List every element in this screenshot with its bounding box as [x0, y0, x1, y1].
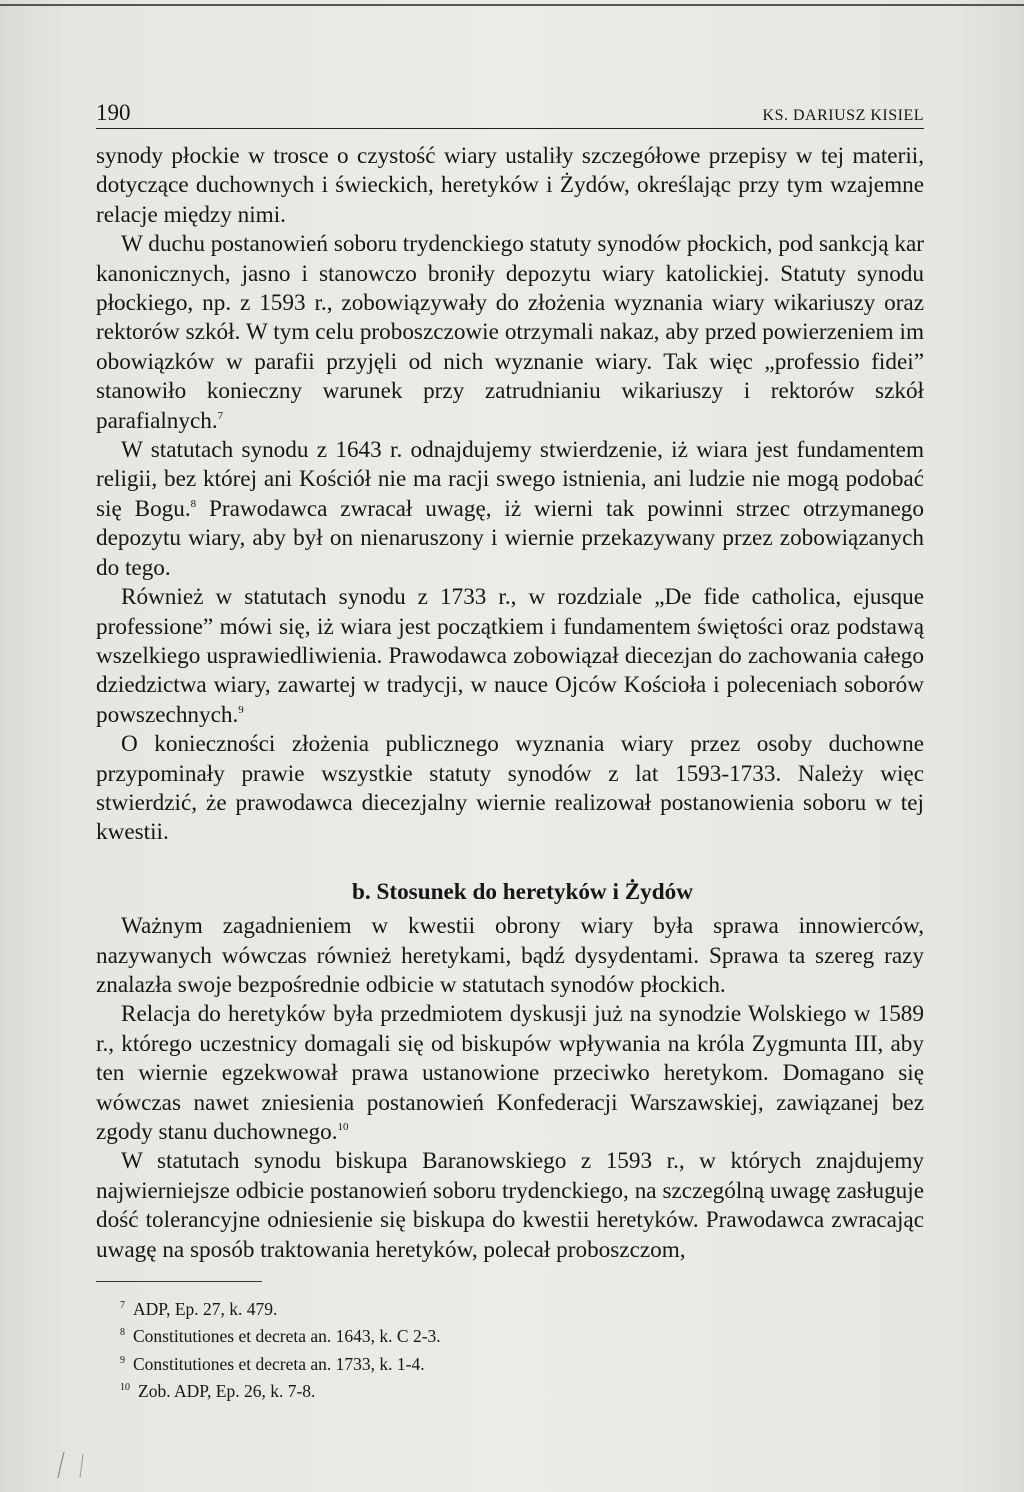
- paragraph-text: Również w statutach synodu z 1733 r., w rozdziale „De fide catholica, ejusque professione” mówi się, iż wiara jest początkiem i fundamentem świętości oraz podstawą wszelkiego usprawiedliwienia. Prawodawca zobowiązał diecezjan do zachowania całego dziedzictwa wiary, zawartej w tradycji, w nauce Ojców Kościoła i poleceniach soborów powszechnych.: [96, 584, 924, 728]
- paragraph: [96, 912, 924, 1000]
- footnote-number: 9: [120, 1354, 125, 1366]
- paragraph: [96, 1000, 924, 1147]
- paragraph: [96, 436, 924, 583]
- paragraphs-before-heading: [96, 142, 924, 848]
- paragraph-text: O konieczności złożenia publicznego wyznania wiary przez osoby duchowne przypominały prawie wszystkie statuty synodów z lat 1593-1733. Należy więc stwierdzić, że prawodawca diecezjalny wiernie realizował postanowienia soboru w tej kwestii.: [96, 731, 924, 846]
- footnote-number: 8: [120, 1327, 125, 1339]
- paragraph: [96, 1147, 924, 1265]
- section-heading: b. Stosunek do heretyków i Żydów: [351, 878, 694, 905]
- paragraph-text: synody płockie w trosce o czystość wiary ustaliły szczegółowe przepisy w tej materii, dotyczące duchownych i świeckich, heretyków i Żydów, określając przy tym wzajemne relacje między nimi.: [96, 143, 924, 228]
- paragraph: [96, 583, 924, 730]
- page-header: [96, 100, 924, 126]
- footnote-ref[interactable]: 7: [217, 409, 224, 422]
- footnote-rule: [96, 1281, 262, 1282]
- footnote-number: 10: [120, 1382, 130, 1394]
- running-head: KS. DARIUSZ KISIEL: [762, 107, 924, 124]
- footnote-text: Constitutiones et decreta an. 1643, k. C 2-3.: [133, 1326, 441, 1347]
- footnote-ref[interactable]: 8: [190, 497, 197, 510]
- header-rule: [96, 128, 924, 129]
- paragraph-text: Prawodawca zwracał uwagę, iż wierni tak powinni strzec otrzymanego depozytu wiary, aby był on nienaruszony i wiernie przekazywany przez zobowiązanych do tego.: [96, 495, 924, 581]
- footnote-text: ADP, Ep. 27, k. 479.: [133, 1299, 278, 1319]
- margin-pencil-mark: [50, 1440, 90, 1480]
- top-edge-rule: [0, 4, 1024, 6]
- paragraph: [96, 230, 924, 436]
- footnote: [120, 1296, 441, 1323]
- footnote-ref[interactable]: 9: [238, 703, 244, 716]
- footnote-text: Constitutiones et decreta an. 1733, k. 1-4.: [133, 1353, 425, 1374]
- footnote: [120, 1323, 441, 1350]
- footnote-ref[interactable]: 10: [337, 1121, 349, 1133]
- paragraph: [96, 730, 924, 848]
- paragraphs-after-heading: [96, 912, 924, 1265]
- paragraph-text: W statutach synodu z 1643 r. odnajdujemy stwierdzenie, iż wiara jest fundamentem religii, bez której ani Kościół nie ma racji swego istnienia, ani ludzie nie mogą podobać się Bogu.: [96, 437, 924, 522]
- paragraph-text: W statutach synodu biskupa Baranowskiego z 1593 r., w których znajdujemy najwierniejsze odbicie postanowień soboru trydenckiego, na szczególną uwagę zasługuje dość tolerancyjne odniesienie się biskupa do kwestii heretyków. Prawodawca zwracając uwagę na sposób traktowania heretyków, polecał proboszczom,: [96, 1148, 924, 1263]
- footnotes: [120, 1296, 441, 1406]
- paragraph-text: Relacja do heretyków była przedmiotem dyskusji już na synodzie Wolskiego w 1589 r., którego uczestnicy domagali się od biskupów wpływania na króla Zygmunta III, aby ten wiernie egzekwował prawa ustanowione przeciwko heretykom. Domagano się wówczas nawet zniesienia postanowień Konfederacji Warszawskiej, zawiązanej bez zgody stanu duchownego.: [96, 1001, 924, 1145]
- body-text: [96, 142, 924, 1265]
- footnote: [120, 1351, 441, 1378]
- footnote: [120, 1378, 441, 1405]
- page-number: 190: [96, 100, 131, 125]
- paragraph: [96, 142, 924, 230]
- footnote-text: Zob. ADP, Ep. 26, k. 7-8.: [138, 1381, 316, 1402]
- paragraph-text: Ważnym zagadnieniem w kwestii obrony wiary była sprawa innowierców, nazywanych wówczas również heretykami, bądź dysydentami. Sprawa ta szereg razy znalazła swoje bezpośrednie odbicie w statutach synodów płockich.: [96, 913, 924, 998]
- footnote-number: 7: [120, 1300, 125, 1311]
- paragraph-text: W duchu postanowień soboru trydenckiego statuty synodów płockich, pod sankcją kar kanonicznych, jasno i stanowczo broniły depozytu wiary katolickiej. Statuty synodu płockiego, np. z 1593 r., zobowiązywały do złożenia wyznania wiary wikariuszy oraz rektorów szkół. W tym celu proboszczowie otrzymali nakaz, aby przed powierzeniem im obowiązków w parafii przyjęli od nich wyznanie wiary. Tak więc „professio fidei” stanowiło konieczny warunek przy zatrudnianiu wikariuszy i rektorów szkół parafialnych.: [96, 231, 924, 434]
